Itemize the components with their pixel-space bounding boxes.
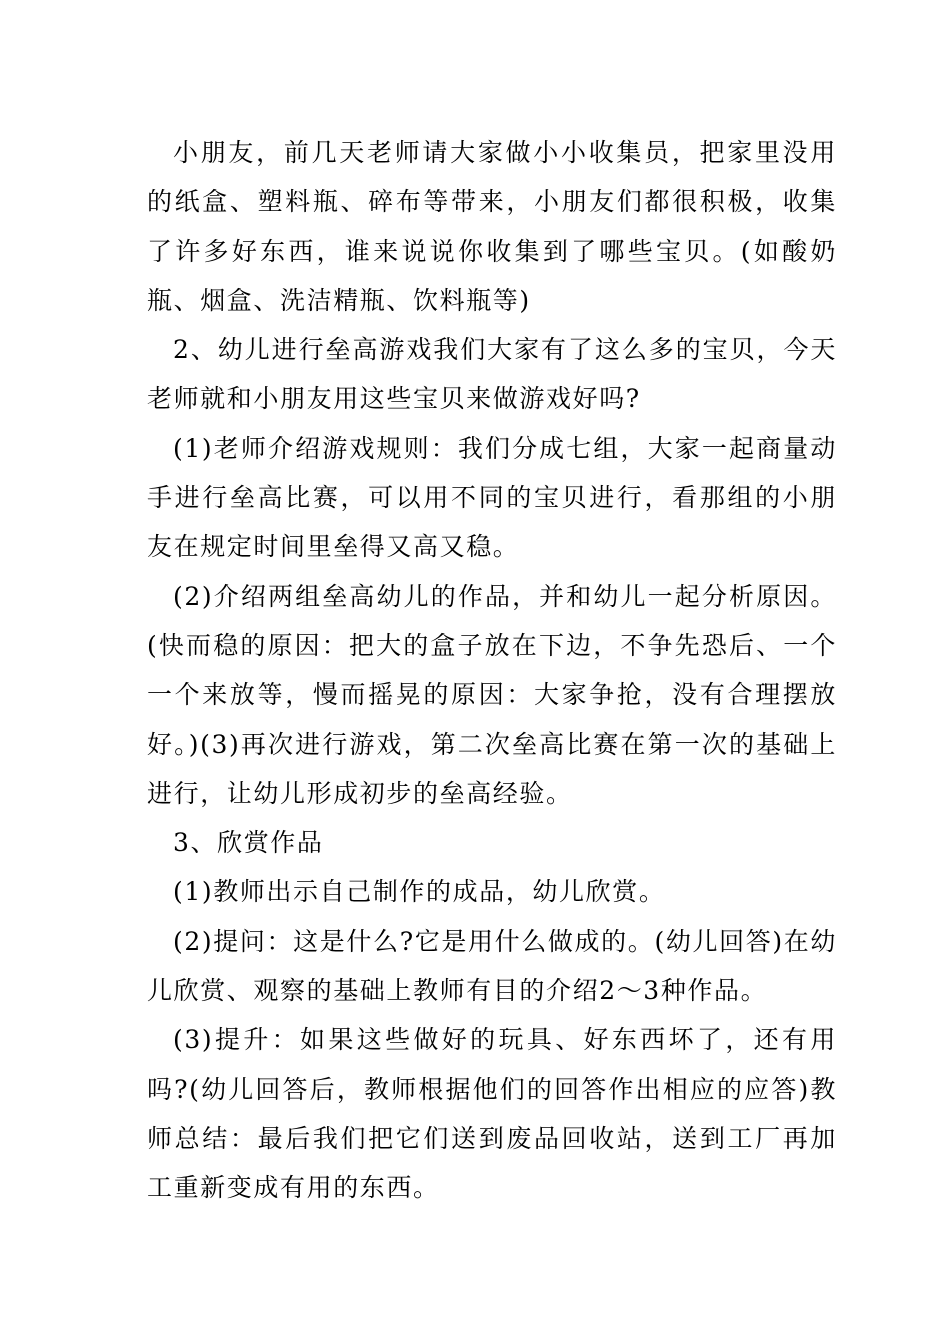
- paragraph-step-3: 3、欣赏作品: [173, 828, 324, 858]
- paragraph-step-2-2: (2)介绍两组垒高幼儿的作品，并和幼儿一起分析原因。(快而稳的原因：把大的盒子放在下边，不争先恐后、一个一个来放等，慢而摇晃的原因：大家争抢，没有合理摆放好。)(3)再次进行游戏，第二次垒高比赛在第一次的基础上进行，让幼儿形成初步的垒高经验。: [147, 581, 837, 808]
- paragraph-intro: 小朋友，前几天老师请大家做小小收集员，把家里没用的纸盒、塑料瓶、碎布等带来，小朋友们都很积极，收集了许多好东西，谁来说说你收集到了哪些宝贝。(如酸奶瓶、烟盒、洗洁精瓶、饮料瓶等): [147, 138, 837, 315]
- paragraph-step-3-1: (1)教师出示自己制作的成品，幼儿欣赏。: [173, 877, 666, 907]
- paragraph-step-2: 2、幼儿进行垒高游戏我们大家有了这么多的宝贝，今天老师就和小朋友用这些宝贝来做游戏好吗?: [147, 335, 837, 414]
- document-body: [147, 128, 837, 1213]
- paragraph-step-2-1: (1)老师介绍游戏规则：我们分成七组，大家一起商量动手进行垒高比赛，可以用不同的宝贝进行，看那组的小朋友在规定时间里垒得又高又稳。: [147, 433, 837, 562]
- paragraph-step-3-2: (2)提问：这是什么?它是用什么做成的。(幼儿回答)在幼儿欣赏、观察的基础上教师有目的介绍2～3种作品。: [147, 926, 837, 1006]
- paragraph-step-3-3: (3)提升：如果这些做好的玩具、好东西坏了，还有用吗?(幼儿回答后，教师根据他们的回答作出相应的应答)教师总结：最后我们把它们送到废品回收站，送到工厂再加工重新变成有用的东西。: [147, 1025, 837, 1203]
